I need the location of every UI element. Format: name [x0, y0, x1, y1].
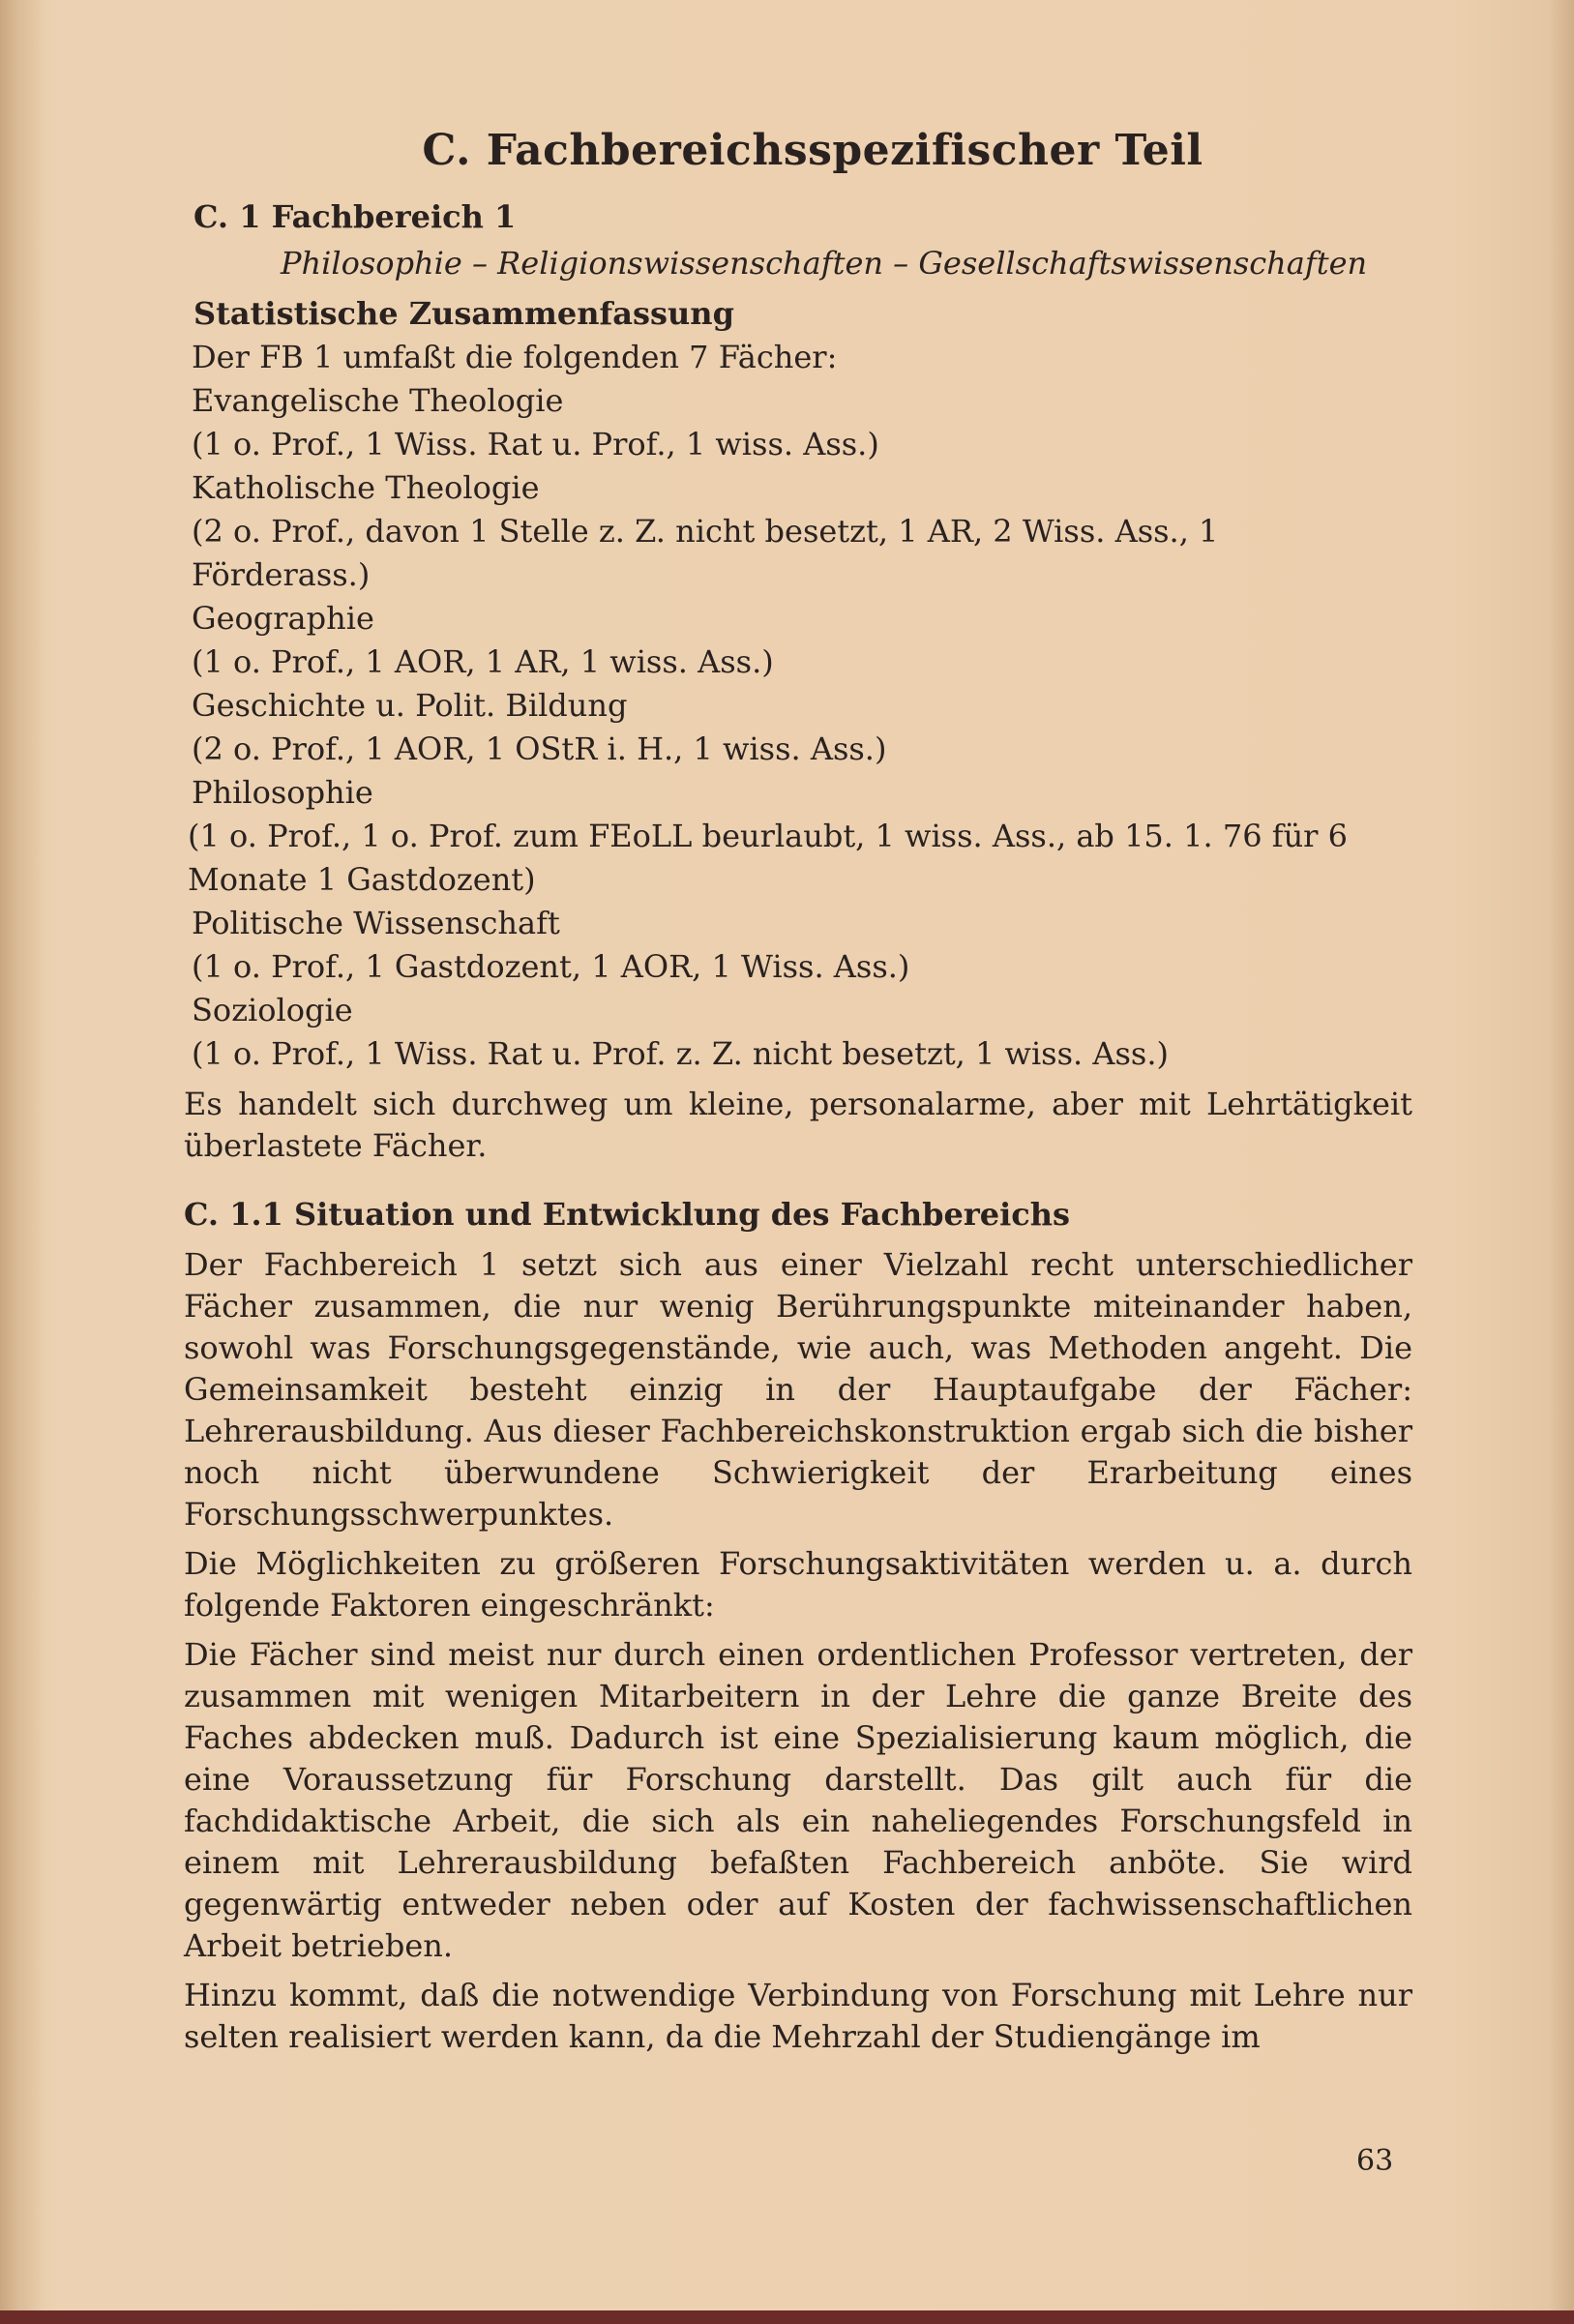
subject-name: Geschichte u. Polit. Bildung	[192, 687, 628, 724]
subject-details: (2 o. Prof., davon 1 Stelle z. Z. nicht besetzt, 1 AR, 2 Wiss. Ass., 1 Förderass.)	[192, 513, 1219, 593]
subject-entry	[184, 466, 1412, 597]
subject-entry	[184, 902, 1412, 989]
subject-details: (1 o. Prof., 1 Gastdozent, 1 AOR, 1 Wiss. Ass.)	[192, 948, 910, 985]
subject-entry	[184, 597, 1412, 684]
subject-name: Philosophie	[192, 774, 373, 811]
subject-name: Politische Wissenschaft	[192, 905, 560, 941]
page-spine-shadow	[0, 0, 43, 2324]
section-heading: C. 1 Fachbereich 1	[193, 198, 517, 235]
subject-entry	[184, 684, 1412, 771]
subject-details: (2 o. Prof., 1 AOR, 1 OStR i. H., 1 wiss. Ass.)	[192, 730, 887, 767]
subject-name: Soziologie	[192, 992, 353, 1028]
page-number: 63	[1356, 2144, 1394, 2178]
body-paragraph: Die Möglichkeiten zu größeren Forschungsaktivitäten werden u. a. durch folgende Faktoren eingeschränkt:	[184, 1545, 1412, 1624]
subject-name: Katholische Theologie	[192, 469, 540, 506]
subject-entry	[184, 771, 1412, 902]
subject-name: Evangelische Theologie	[192, 382, 564, 419]
subject-details: (1 o. Prof., 1 AOR, 1 AR, 1 wiss. Ass.)	[192, 643, 774, 680]
subject-details: (1 o. Prof., 1 Wiss. Rat u. Prof., 1 wiss. Ass.)	[192, 426, 879, 462]
book-cover-edge	[0, 2310, 1574, 2324]
body-paragraph: Der Fachbereich 1 setzt sich aus einer Vielzahl recht unterschiedlicher Fächer zusammen, die nur wenig Berührungspunkte miteinander haben, sowohl was Forschungsgegenstände, wie auch, was Methoden angeht. Die Gemeinsamkeit besteht einzig in der Hauptaufgabe der Fächer: Lehrerausbildung. Aus dieser Fachbereichskonstruktion ergab sich die bisher noch nicht überwundene Schwierigkeit der Erarbeitung eines Forschungsschwerpunktes.	[184, 1246, 1412, 1533]
subject-name: Geographie	[192, 600, 374, 637]
subject-entry	[184, 989, 1412, 1076]
subject-details: (1 o. Prof., 1 o. Prof. zum FEoLL beurlaubt, 1 wiss. Ass., ab 15. 1. 76 für 6 Monate 1 Gastdozent)	[188, 818, 1348, 898]
subsection-heading: C. 1.1 Situation und Entwicklung des Fachbereichs	[184, 1196, 1070, 1233]
page-content	[184, 126, 1412, 2066]
summary-paragraph: Es handelt sich durchweg um kleine, personalarme, aber mit Lehrtätigkeit überlastete Fächer.	[184, 1086, 1412, 1164]
body-paragraph: Die Fächer sind meist nur durch einen ordentlichen Professor vertreten, der zusammen mit wenigen Mitarbeitern in der Lehre die ganze Breite des Faches abdecken muß. Dadurch ist eine Spezialisierung kaum möglich, die eine Voraussetzung für Forschung darstellt. Das gilt auch für die fachdidaktische Arbeit, die sich als ein naheliegendes Forschungsfeld in einem mit Lehrerausbildung befaßten Fachbereich anböte. Sie wird gegenwärtig entweder neben oder auf Kosten der fachwissenschaftlichen Arbeit betrieben.	[184, 1636, 1412, 1964]
statistics-heading: Statistische Zusammenfassung	[193, 295, 734, 332]
section-subtitle: Philosophie – Religionswissenschaften – Gesellschaftswissenschaften	[281, 245, 1368, 282]
subject-entry	[184, 379, 1412, 466]
subject-details: (1 o. Prof., 1 Wiss. Rat u. Prof. z. Z. nicht besetzt, 1 wiss. Ass.)	[192, 1035, 1169, 1072]
intro-line: Der FB 1 umfaßt die folgenden 7 Fächer:	[192, 339, 838, 375]
body-paragraph: Hinzu kommt, daß die notwendige Verbindung von Forschung mit Lehre nur selten realisiert werden kann, da die Mehrzahl der Studiengänge im	[184, 1977, 1412, 2055]
chapter-title: C. Fachbereichsspezifischer Teil	[422, 126, 1203, 175]
